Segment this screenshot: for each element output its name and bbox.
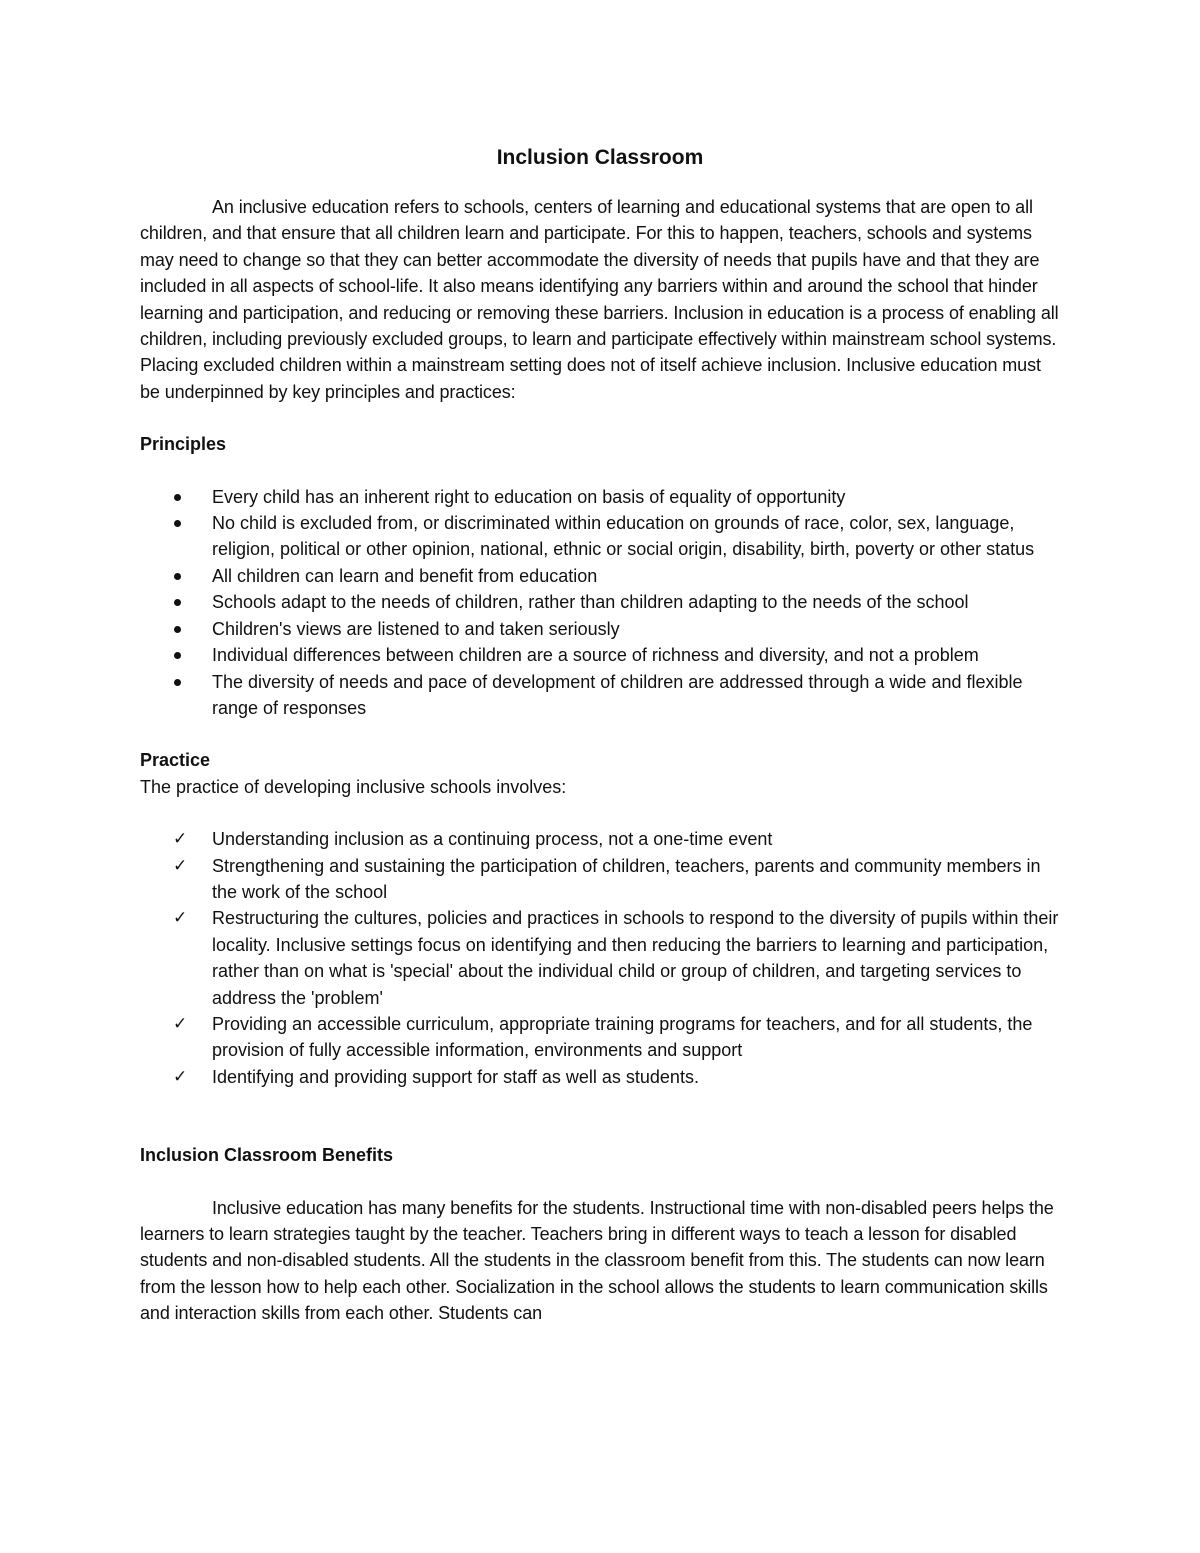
checkmark-icon: ✓ bbox=[173, 855, 188, 876]
document-page bbox=[140, 140, 1060, 1327]
bullet-icon bbox=[174, 679, 181, 686]
list-item: All children can learn and benefit from education bbox=[140, 563, 1060, 589]
list-item: ✓ Restructuring the cultures, policies and practices in schools to respond to the diversity of pupils within their locality. Inclusive settings focus on identifying and then reducing the barriers to learning and participation, rather than on what is 'special' about the individual child or group of children, and targeting services to address the 'problem' bbox=[140, 905, 1060, 1011]
bullet-icon bbox=[174, 494, 181, 501]
list-item: The diversity of needs and pace of development of children are addressed through a wide and flexible range of responses bbox=[140, 669, 1060, 722]
list-item: Schools adapt to the needs of children, rather than children adapting to the needs of the school bbox=[140, 589, 1060, 615]
principles-list bbox=[140, 484, 1060, 722]
practice-heading: Practice bbox=[140, 750, 211, 771]
bullet-icon bbox=[174, 520, 181, 527]
list-item: ✓ Providing an accessible curriculum, appropriate training programs for teachers, and for all students, the provision of fully accessible information, environments and support bbox=[140, 1011, 1060, 1064]
bullet-icon bbox=[174, 626, 181, 633]
list-item: Children's views are listened to and taken seriously bbox=[140, 616, 1060, 642]
practice-intro: The practice of developing inclusive schools involves: bbox=[140, 776, 567, 797]
bullet-icon bbox=[174, 652, 181, 659]
list-item: ✓ Identifying and providing support for staff as well as students. bbox=[140, 1064, 1060, 1090]
checkmark-icon: ✓ bbox=[173, 908, 188, 929]
benefits-paragraph: Inclusive education has many benefits for the students. Instructional time with non-disabled peers helps the learners to learn strategies taught by the teacher. Teachers bring in different ways to teach a lesson for disabled students and non-disabled students. All the students in the classroom benefit from this. The students can now learn from the lesson how to help each other. Socialization in the school allows the students to learn communication skills and interaction skills from each other. Students can bbox=[140, 1197, 1054, 1324]
benefits-heading: Inclusion Classroom Benefits bbox=[140, 1145, 394, 1166]
document-title: Inclusion Classroom bbox=[496, 146, 704, 169]
checkmark-icon: ✓ bbox=[173, 829, 188, 850]
principles-heading: Principles bbox=[140, 434, 227, 455]
list-item: ✓ Understanding inclusion as a continuing process, not a one-time event bbox=[140, 826, 1060, 852]
list-item: No child is excluded from, or discriminated within education on grounds of race, color, sex, language, religion, political or other opinion, national, ethnic or social origin, disability, birth, poverty or other status bbox=[140, 510, 1060, 563]
intro-paragraph: An inclusive education refers to schools, centers of learning and educational systems that are open to all children, and that ensure that all children learn and participate. For this to happen, teachers, schools and systems may need to change so that they can better accommodate the diversity of needs that pupils have and that they are included in all aspects of school-life. It also means identifying any barriers within and around the school that hinder learning and participation, and reducing or removing these barriers. Inclusion in education is a process of enabling all children, including previously excluded groups, to learn and participate effectively within mainstream school systems. Placing excluded children within a mainstream setting does not of itself achieve inclusion. Inclusive education must be underpinned by key principles and practices: bbox=[140, 197, 1059, 402]
list-item: Every child has an inherent right to education on basis of equality of opportunity bbox=[140, 484, 1060, 510]
practice-list bbox=[140, 826, 1060, 1090]
bullet-icon bbox=[174, 599, 181, 606]
checkmark-icon: ✓ bbox=[173, 1013, 188, 1034]
checkmark-icon: ✓ bbox=[173, 1066, 188, 1087]
bullet-icon bbox=[174, 573, 181, 580]
list-item: Individual differences between children are a source of richness and diversity, and not a problem bbox=[140, 642, 1060, 668]
list-item: ✓ Strengthening and sustaining the participation of children, teachers, parents and community members in the work of the school bbox=[140, 853, 1060, 906]
